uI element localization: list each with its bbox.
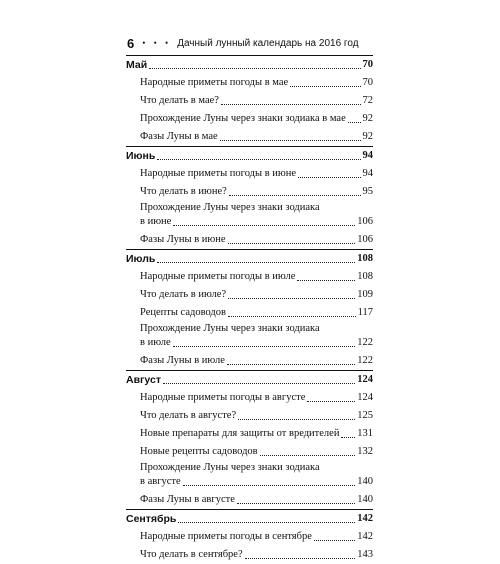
dot-leader (228, 243, 356, 244)
toc-entry (126, 181, 373, 199)
section-page-number: 142 (357, 513, 373, 524)
dot-leader (237, 503, 355, 504)
entry-title-continuation (140, 475, 373, 489)
section-items (126, 163, 373, 249)
dot-leader (229, 195, 361, 196)
toc-entry (126, 350, 373, 368)
dot-leader (220, 140, 361, 141)
entry-page-number: 122 (357, 355, 373, 366)
toc-entry (126, 459, 373, 489)
dot-leader (290, 86, 360, 87)
toc-section (126, 249, 373, 370)
entry-title: Прохождение Луны через знаки зодиака (140, 323, 320, 334)
entry-page-number: 142 (357, 531, 373, 542)
entry-title: Что делать в июле? (140, 289, 227, 300)
toc-entry (126, 405, 373, 423)
entry-title: Рецепты садоводов (140, 307, 226, 318)
entry-title-line2: в июне (140, 216, 172, 227)
entry-title: Народные приметы погоды в августе (140, 392, 306, 403)
entry-title-continuation (140, 336, 373, 350)
entry-page-number: 72 (362, 95, 373, 106)
toc-entry (126, 199, 373, 229)
entry-page-number: 124 (357, 392, 373, 403)
entry-page-number: 122 (357, 337, 373, 348)
section-title: Сентябрь (126, 513, 177, 525)
entry-title: Новые препараты для защиты от вредителей (140, 428, 340, 439)
section-page-number: 94 (362, 150, 373, 161)
toc-entry (126, 302, 373, 320)
section-items (126, 72, 373, 146)
entry-title: Фазы Луны в мае (140, 131, 218, 142)
entry-title: Прохождение Луны через знаки зодиака (140, 462, 320, 473)
entry-page-number: 140 (357, 476, 373, 487)
dot-leader (297, 280, 355, 281)
entry-page-number: 143 (357, 549, 373, 560)
toc-entry (126, 544, 373, 562)
entry-page-number: 92 (362, 113, 373, 124)
entry-page-number: 132 (357, 446, 373, 457)
dot-leader (178, 522, 355, 523)
entry-title-line2: в июле (140, 337, 171, 348)
entry-page-number: 92 (362, 131, 373, 142)
dot-leader (228, 316, 356, 317)
entry-title: Что делать в сентябре? (140, 549, 243, 560)
toc-section (126, 146, 373, 249)
dot-leader (157, 159, 360, 160)
toc-section (126, 55, 373, 146)
entry-title-line2: в августе (140, 476, 181, 487)
entry-title: Фазы Луны в июле (140, 355, 225, 366)
dot-leader (163, 383, 355, 384)
toc-entry (126, 423, 373, 441)
dot-leader (307, 401, 355, 402)
entry-title: Прохождение Луны через знаки зодиака в мае (140, 113, 346, 124)
entry-page-number: 140 (357, 494, 373, 505)
section-title-row (126, 510, 373, 526)
dot-leader (149, 68, 360, 69)
section-items (126, 387, 373, 509)
entry-page-number: 94 (362, 168, 373, 179)
toc-entry (126, 126, 373, 144)
entry-title-continuation (140, 215, 373, 229)
section-items (126, 266, 373, 370)
section-title: Май (126, 59, 148, 71)
entry-title: Фазы Луны в июне (140, 234, 226, 245)
section-title-row (126, 250, 373, 266)
entry-title: Фазы Луны в августе (140, 494, 235, 505)
entry-page-number: 108 (357, 271, 373, 282)
dot-leader (227, 364, 355, 365)
toc-entry (126, 266, 373, 284)
toc-entry (126, 489, 373, 507)
toc-section (126, 370, 373, 509)
dot-leader (173, 346, 356, 347)
entry-title: Народные приметы погоды в сентябре (140, 531, 312, 542)
entry-page-number: 109 (357, 289, 373, 300)
entry-title: Народные приметы погоды в мае (140, 77, 289, 88)
entry-title: Новые рецепты садоводов (140, 446, 258, 457)
section-title: Июнь (126, 150, 156, 162)
dot-leader (238, 419, 355, 420)
dot-leader (183, 485, 356, 486)
dot-leader (298, 177, 360, 178)
page-number: 6 (127, 35, 135, 51)
dot-leader (173, 225, 355, 226)
dot-leader (228, 298, 355, 299)
entry-title: Что делать в мае? (140, 95, 219, 106)
entry-page-number: 125 (357, 410, 373, 421)
dot-leader (341, 437, 355, 438)
header-dots: • • • (142, 38, 172, 48)
entry-page-number: 117 (357, 307, 373, 318)
table-of-contents (126, 55, 373, 564)
entry-page-number: 95 (362, 186, 373, 197)
section-title-row (126, 147, 373, 163)
section-title-row (126, 56, 373, 72)
entry-title: Что делать в июне? (140, 186, 227, 197)
toc-entry (126, 284, 373, 302)
section-title: Август (126, 374, 161, 386)
entry-title: Народные приметы погоды в июле (140, 271, 296, 282)
toc-entry (126, 526, 373, 544)
section-items (126, 526, 373, 564)
entry-page-number: 106 (357, 216, 373, 227)
section-title-row (126, 371, 373, 387)
toc-entry (126, 229, 373, 247)
dot-leader (260, 455, 356, 456)
entry-title: Народные приметы погоды в июне (140, 168, 297, 179)
section-page-number: 124 (357, 374, 373, 385)
toc-entry (126, 108, 373, 126)
entry-title: Что делать в августе? (140, 410, 237, 421)
toc-entry (126, 163, 373, 181)
entry-title: Прохождение Луны через знаки зодиака (140, 202, 320, 213)
dot-leader (314, 540, 355, 541)
toc-entry (126, 90, 373, 108)
entry-page-number: 131 (357, 428, 373, 439)
dot-leader (348, 122, 361, 123)
dot-leader (157, 262, 355, 263)
header-title: Дачный лунный календарь на 2016 год (177, 37, 359, 49)
toc-entry (126, 441, 373, 459)
section-page-number: 70 (362, 59, 373, 70)
dot-leader (221, 104, 361, 105)
entry-page-number: 70 (362, 77, 373, 88)
toc-section (126, 509, 373, 564)
dot-leader (245, 558, 356, 559)
toc-entry (126, 320, 373, 350)
section-title: Июль (126, 253, 156, 265)
entry-page-number: 106 (357, 234, 373, 245)
section-page-number: 108 (357, 253, 373, 264)
toc-entry (126, 72, 373, 90)
toc-entry (126, 387, 373, 405)
running-header (127, 35, 359, 51)
